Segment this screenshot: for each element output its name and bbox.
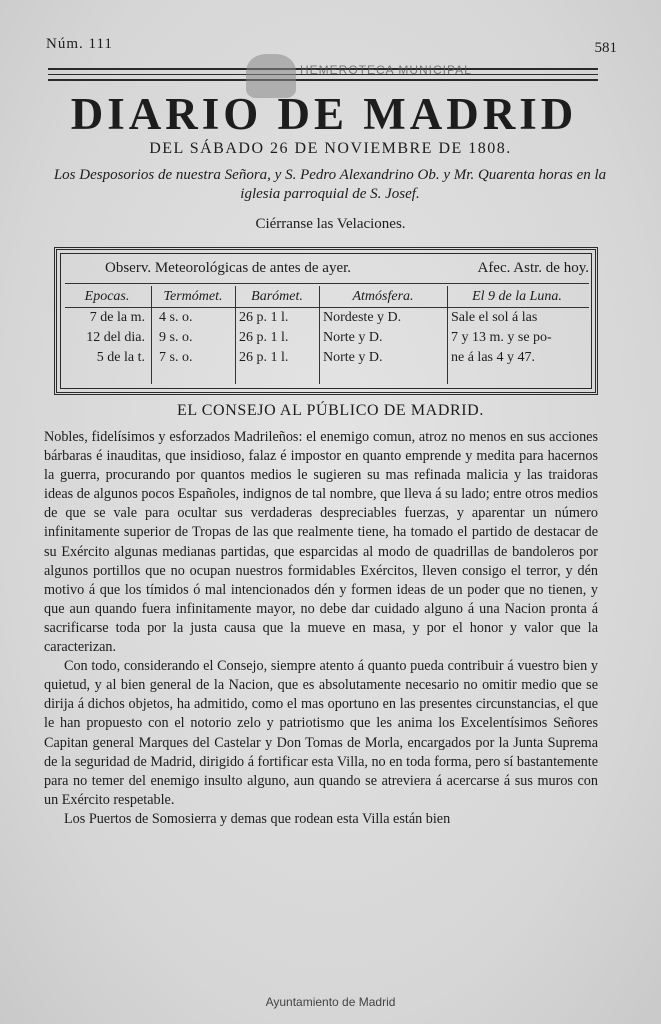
termometro-row: 7 s. o.	[159, 350, 193, 365]
weather-heading-observations: Observ. Meteorológicas de antes de ayer.	[105, 260, 352, 276]
newspaper-title: DIARIO DE MADRID	[70, 89, 578, 139]
column-separator	[447, 286, 448, 384]
page-number: 581	[594, 40, 617, 56]
date-line: DEL SÁBADO 26 DE NOVIEMBRE DE 1808.	[149, 140, 512, 157]
article-body	[44, 428, 598, 829]
weather-columns	[65, 286, 589, 384]
epoca-row: 5 de la t.	[96, 350, 145, 365]
article-paragraph: Con todo, considerando el Consejo, siempre atento á quanto pueda contribuir á vuestro bien y quietud, y al bien general de la Nacion, que es absolutamente necesario no omitir medio que se dirija á dichos objetos, ha admitido, como el mas oportuno en las presentes circunstancias, el que le han propuesto con el notorio zelo y patriotismo que les anima los Excelentísimos Señores Capitan general Marques del Castelar y Don Tomas de Morla, encargados por la Junta Suprema de la seguridad de Madrid, dirigido á fortificar esta Villa, no en toda forma, pero sí bastantemente para no temer del enemigo insulto alguno, aun quando se atreviera á acercarse á sus muros con un Exército respetable.	[44, 658, 598, 808]
atmosfera-row: Nordeste y D.	[323, 310, 402, 325]
column-termometro	[153, 286, 233, 384]
epoca-row: 7 de la m.	[89, 310, 145, 325]
column-header: Atmósfera.	[352, 289, 414, 304]
section-title: EL CONSEJO AL PÚBLICO DE MADRID.	[177, 402, 484, 419]
column-header: El 9 de la Luna.	[472, 289, 562, 304]
luna-text-line: 7 y 13 m. y se po-	[451, 330, 552, 345]
luna-text-line: ne á las 4 y 47.	[451, 350, 535, 365]
termometro-row: 9 s. o.	[159, 330, 193, 345]
barometro-row: 26 p. 1 l.	[239, 330, 289, 345]
barometro-row: 26 p. 1 l.	[239, 310, 289, 325]
article-paragraph: Los Puertos de Somosierra y demas que rodean esta Villa están bien	[64, 810, 451, 827]
epoca-row: 12 del dia.	[86, 330, 145, 345]
column-luna	[451, 286, 583, 384]
column-epocas	[65, 286, 149, 384]
velaciones-notice: Ciérranse las Velaciones.	[255, 216, 406, 232]
footer-credit: Ayuntamiento de Madrid	[265, 995, 396, 1009]
termometro-row: 4 s. o.	[159, 310, 193, 325]
column-atmosfera	[321, 286, 445, 384]
article-paragraph: Nobles, fidelísimos y esforzados Madrileños: el enemigo comun, atroz no menos en sus acciones bárbaras é inauditas, que insidioso, falaz é impostor en quanto emprende y medita para hacernos la guerra, procurando por quantos medios le sugieren su mas refinada malicia y las traidoras ideas de algunos pocos Españoles, indignos de tal nombre, que lleva á su lado; entre otros medios de que se vale para ocultar sus verdaderas despreciables fuerzas, y aparentar un número infinitamente superior de Tropas de las que realmente tiene, ha tomado el partido de destacar de su Exército algunas medianas partidas, que esparcidas al modo de quadrillas de bandoleros por algunos portillos que no ocupan nuestros formidables Exércitos, lleven consigo el terror, y dén motivo á que los tímidos ó mal intencionados dén y formen ideas de un poder que no tienen, y que aun quando fuera infinitamente mayor, no debe dar cuidado alguno á una Nacion pronta á sacrificarse toda por la justa causa que la mueve en masa, y por el honor y valor que la caracterizan.	[44, 429, 598, 656]
weather-heading-astronomy: Afec. Astr. de hoy.	[477, 260, 589, 276]
column-header: Epocas.	[84, 289, 130, 304]
issue-number: Núm. 111	[46, 36, 113, 52]
column-barometro	[237, 286, 317, 384]
column-header: Termómet.	[163, 289, 223, 304]
saints-of-the-day: Los Desposorios de nuestra Señora, y S. Pedro Alexandrino Ob. y Mr. Quarenta horas en la iglesia parroquial de S. Josef.	[53, 167, 607, 202]
barometro-row: 26 p. 1 l.	[239, 350, 289, 365]
library-stamp-text: HEMEROTECA MUNICIPAL	[300, 63, 472, 77]
column-separator	[235, 286, 236, 384]
weather-table	[54, 247, 598, 395]
atmosfera-row: Norte y D.	[323, 330, 383, 345]
atmosfera-row: Norte y D.	[323, 350, 383, 365]
column-separator	[151, 286, 152, 384]
column-header: Barómet.	[251, 289, 303, 304]
column-separator	[319, 286, 320, 384]
weather-header-rule	[65, 283, 589, 284]
luna-text-line: Sale el sol á las	[451, 310, 538, 325]
